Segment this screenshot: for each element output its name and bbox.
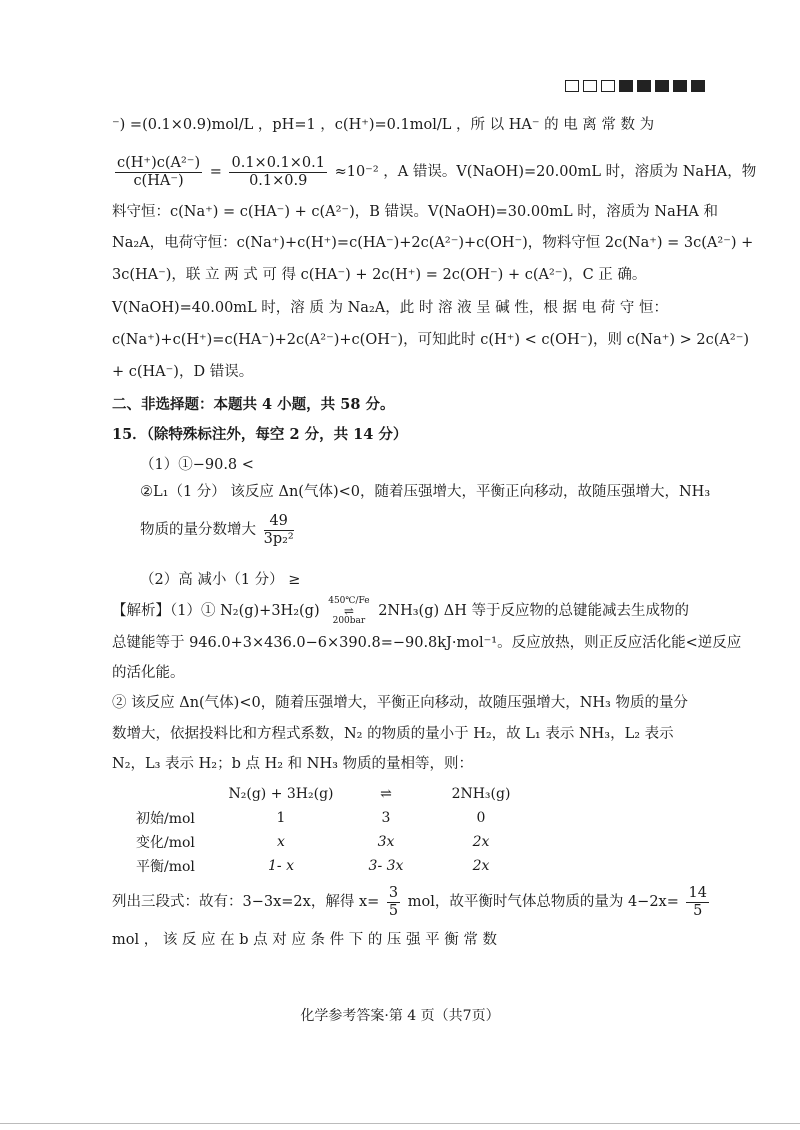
table-cell: 2x [472,834,490,850]
table-cell: x [277,834,285,850]
page-footer: 化学参考答案·第 4 页（共7页） [300,1008,500,1024]
fraction: $\frac{0.1\times 0.1\times 0.1}{0.1\times 0.9}$ [231,154,325,189]
analysis-line: N₂，L₃ 表示 H₂；b 点 H₂ 和 NH₃ 物质的量相等，则： [112,756,474,772]
analysis-line: ② 该反应 Δn(气体)<0，随着压强增大，平衡正向移动，故随压强增大，NH₃ 物质的量分 [112,695,688,711]
header-marks [565,80,705,92]
analysis-line: 的活化能。 [112,665,185,681]
text-line: ⁻) =(0.1×0.9)mol/L ，pH=1 ，c(H⁺)=0.1mol/L ，所 以 HA⁻ 的 电 离 常 数 为 [112,117,655,133]
text-line: + c(HA⁻)，D 错误。 [112,364,254,380]
fraction: $\frac{49}{\text{3p₂²}}$ [263,512,294,547]
analysis-line: 总键能等于 946.0+3×436.0−6×390.8=−90.8kJ·mol⁻¹。反应放热，则正反应活化能<逆反应 [112,635,742,651]
table-header-cell: 2NH₃(g) [451,786,511,802]
table-header-cell: N₂(g) + 3H₂(g) [228,786,334,802]
answer-line: （2）高 减小（1 分） ≥ [140,572,301,588]
section-heading: 二、非选择题：本题共 4 小题，共 58 分。 [112,396,395,413]
analysis-line: 【解析】（1）① N₂(g)+3H₂(g) 450℃/Fe ⇌ 200bar 2NH₃(g) ΔH 等于反应物的总键能减去生成物的 [112,596,689,626]
question-heading: 15．（除特殊标注外，每空 2 分，共 14 分） [112,426,408,443]
table-row [136,830,526,854]
table-row [136,806,526,830]
table-cell: 初始/mol [136,811,195,827]
table-header-cell [136,782,226,806]
analysis-line: 列出三段式：故有：3−3x=2x，解得 x= $\frac{3}{5}$ mol，故平衡时气体总物质的量为 4−2x= $\frac{14}{5}$ [112,884,707,919]
answer-line: （1）①−90.8 < [140,457,254,473]
fraction: $\frac{3}{5}$ [388,884,399,919]
table-cell: 3 [381,810,391,826]
table-cell: 3- 3x [368,858,404,874]
filled-square-mark [637,80,651,92]
answer-line: 物质的量分数增大 $\frac{49}{\text{3p₂²}}$ [140,512,294,547]
analysis-line: mol ， 该 反 应 在 b 点 对 应 条 件 下 的 压 强 平 衡 常 数 [112,932,497,948]
text-line: c(Na⁺)+c(H⁺)=c(HA⁻)+2c(A²⁻)+c(OH⁻)，可知此时 c(H⁺) < c(OH⁻)，则 c(Na⁺) > 2c(A²⁻) [112,332,750,348]
table-cell: 变化/mol [136,835,195,851]
empty-square-mark [565,80,579,92]
table-row [136,854,526,878]
three-stage-table [136,782,526,878]
table-cell: 2x [472,858,490,874]
equilibrium-arrow: 450℃/Fe ⇌ 200bar [328,596,370,626]
fraction: $\frac{14}{5}$ [688,884,707,919]
empty-square-mark [583,80,597,92]
filled-square-mark [691,80,705,92]
table-cell: 平衡/mol [136,859,195,875]
table-cell: 1- x [268,858,294,874]
empty-square-mark [601,80,615,92]
ionization-constant-line: $\frac{\text{c(H⁺)c(A²⁻)}}{c(HA^-)}$ = $\frac{0.1\times 0.1\times 0.1}{0.1\times 0.9}$ ≈10⁻² ，A 错误。V(NaOH)=20.00mL 时，溶质为 NaHA，物 [117,154,757,189]
analysis-line: 数增大，依据投料比和方程式系数，N₂ 的物质的量小于 H₂，故 L₁ 表示 NH₃，L₂ 表示 [112,726,674,742]
text-line: 料守恒：c(Na⁺) = c(HA⁻) + c(A²⁻)，B 错误。V(NaOH)=30.00mL 时，溶质为 NaHA 和 [112,204,718,220]
filled-square-mark [655,80,669,92]
table-cell: 0 [476,810,486,826]
table-cell: 3x [377,834,395,850]
text-line: Na₂A，电荷守恒：c(Na⁺)+c(H⁺)=c(HA⁻)+2c(A²⁻)+c(OH⁻)，物料守恒 2c(Na⁺) = 3c(A²⁻) + [112,235,754,251]
table-header-row [136,782,526,806]
table-header-cell: ⇌ [380,786,392,802]
filled-square-mark [619,80,633,92]
answer-line: ②L₁（1 分） 该反应 Δn(气体)<0，随着压强增大，平衡正向移动，故随压强增大，NH₃ [140,484,711,500]
fraction: $\frac{\text{c(H⁺)c(A²⁻)}}{c(HA^-)}$ [117,154,201,189]
page-edge [0,1123,800,1124]
text-line: V(NaOH)=40.00mL 时，溶 质 为 Na₂A，此 时 溶 液 呈 碱 性，根 据 电 荷 守 恒： [112,300,668,316]
filled-square-mark [673,80,687,92]
table-cell: 1 [276,810,286,826]
text-line: 3c(HA⁻)，联 立 两 式 可 得 c(HA⁻) + 2c(H⁺) = 2c(OH⁻) + c(A²⁻)，C 正 确。 [112,267,647,283]
